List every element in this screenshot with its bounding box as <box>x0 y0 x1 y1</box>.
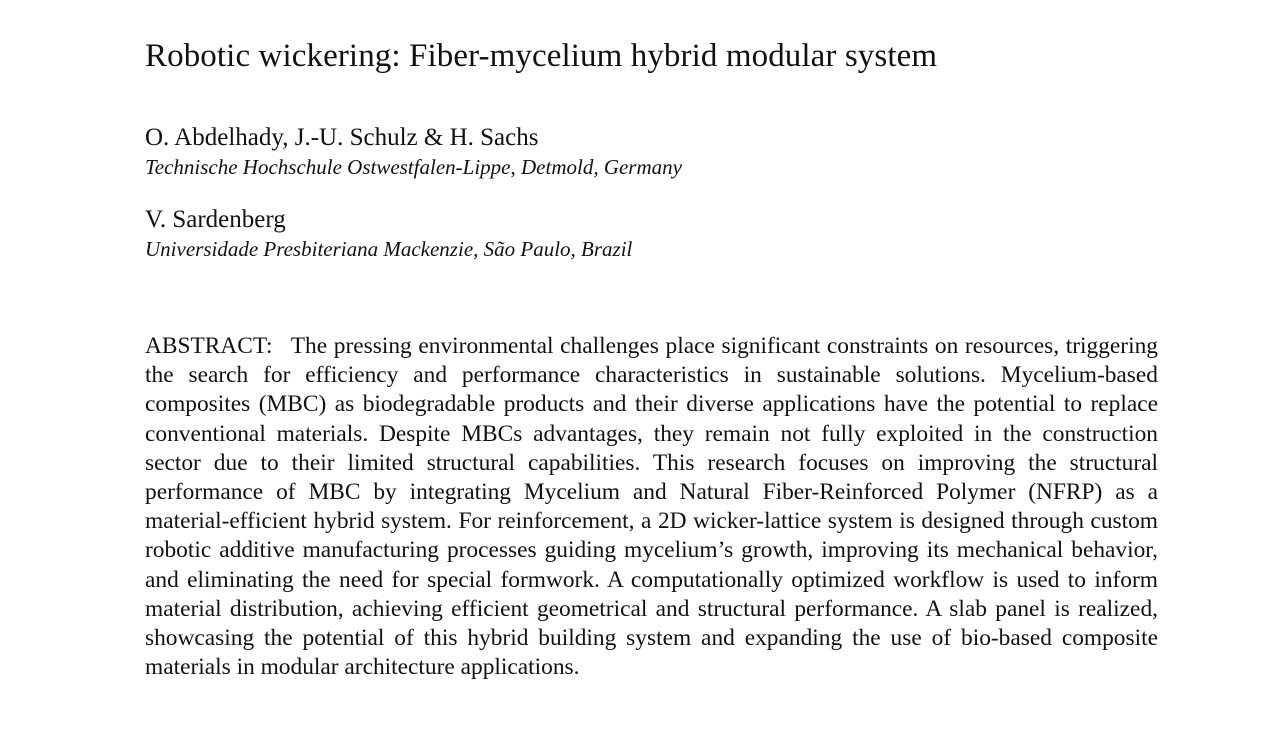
abstract-label: ABSTRACT: <box>145 333 273 359</box>
abstract-paragraph <box>145 332 1158 682</box>
affiliation-2: Universidade Presbiteriana Mackenzie, São Paulo, Brazil <box>145 237 633 261</box>
author-group-2 <box>145 205 632 263</box>
author-names-2: V. Sardenberg <box>145 206 286 233</box>
author-names-1: O. Abdelhady, J.-U. Schulz & H. Sachs <box>145 124 539 151</box>
author-group-1 <box>145 123 682 181</box>
affiliation-1: Technische Hochschule Ostwestfalen-Lippe, Detmold, Germany <box>145 155 682 179</box>
abstract-body: The pressing environmental challenges place significant constraints on resources, triggering the search for efficiency and performance characteristics in sustainable solutions. Mycelium-based composites (MBC) as biodegradable products and their diverse applications have the potential to replace conventional materials. Despite MBCs advantages, they remain not fully exploited in the construction sector due to their limited structural capabilities. This research focuses on improving the structural performance of MBC by integrating Mycelium and Natural Fiber-Reinforced Polymer (NFRP) as a material-efficient hybrid system. For reinforcement, a 2D wicker-lattice system is designed through custom robotic additive manufacturing processes guiding mycelium’s growth, improving its mechanical behavior, and eliminating the need for special formwork. A computationally optimized workflow is used to inform material distribution, achieving efficient geometrical and structural performance. A slab panel is realized, showcasing the potential of this hybrid building system and expanding the use of bio-based composite materials in modular architecture applications. <box>145 333 1158 681</box>
paper-title: Robotic wickering: Fiber-mycelium hybrid modular system <box>145 38 938 74</box>
